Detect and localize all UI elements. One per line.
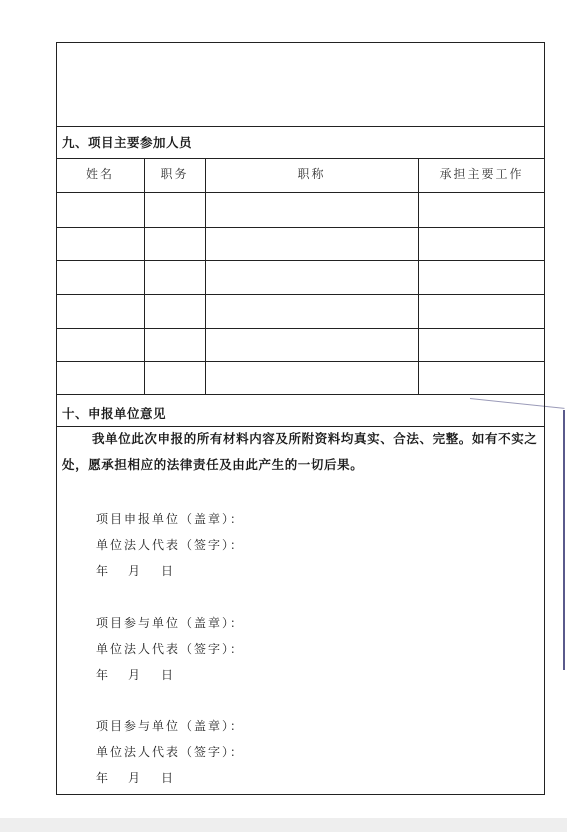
col-header-title: 职称 — [297, 167, 326, 181]
date-day: 日 — [161, 668, 174, 682]
legal-rep-signature-label: 单位法人代表（签字）： — [96, 642, 245, 656]
col-divider — [205, 158, 206, 394]
applicant-unit-seal-label: 项目申报单位（盖章）： — [96, 512, 245, 526]
table-row-rule — [56, 227, 545, 228]
section9-title: 九、项目主要参加人员 — [62, 135, 193, 150]
date-month: 月 — [128, 564, 141, 578]
participant-unit-seal-label: 项目参与单位（盖章）： — [96, 616, 245, 630]
date-day: 日 — [161, 564, 174, 578]
date-month: 月 — [128, 771, 141, 785]
table-row-rule — [56, 260, 545, 261]
viewer-bottom-band — [0, 818, 567, 832]
table-row-rule — [56, 192, 545, 193]
table-header-top-rule — [56, 158, 545, 159]
table-row-rule — [56, 328, 545, 329]
col-divider — [418, 158, 419, 394]
col-divider — [144, 158, 145, 394]
legal-rep-signature-label: 单位法人代表（签字）： — [96, 538, 245, 552]
table-row-rule — [56, 294, 545, 295]
date-day: 日 — [161, 771, 174, 785]
date-year: 年 — [96, 771, 109, 785]
statement-line-2: 处，愿承担相应的法律责任及由此产生的一切后果。 — [62, 457, 364, 472]
col-header-name: 姓名 — [85, 167, 114, 181]
section9-top-rule — [56, 126, 545, 127]
participant-unit-seal-label: 项目参与单位（盖章）： — [96, 719, 245, 733]
table-bottom-rule — [56, 394, 545, 395]
date-year: 年 — [96, 668, 109, 682]
date-month: 月 — [128, 668, 141, 682]
table-row-rule — [56, 361, 545, 362]
date-year: 年 — [96, 564, 109, 578]
margin-change-bar — [563, 410, 565, 670]
legal-rep-signature-label: 单位法人代表（签字）： — [96, 745, 245, 759]
statement-line-1: 我单位此次申报的所有材料内容及所附资料均真实、合法、完整。如有不实之 — [92, 431, 538, 446]
col-header-position: 职务 — [160, 167, 189, 181]
col-header-work: 承担主要工作 — [439, 167, 524, 181]
section10-title: 十、申报单位意见 — [62, 406, 167, 421]
